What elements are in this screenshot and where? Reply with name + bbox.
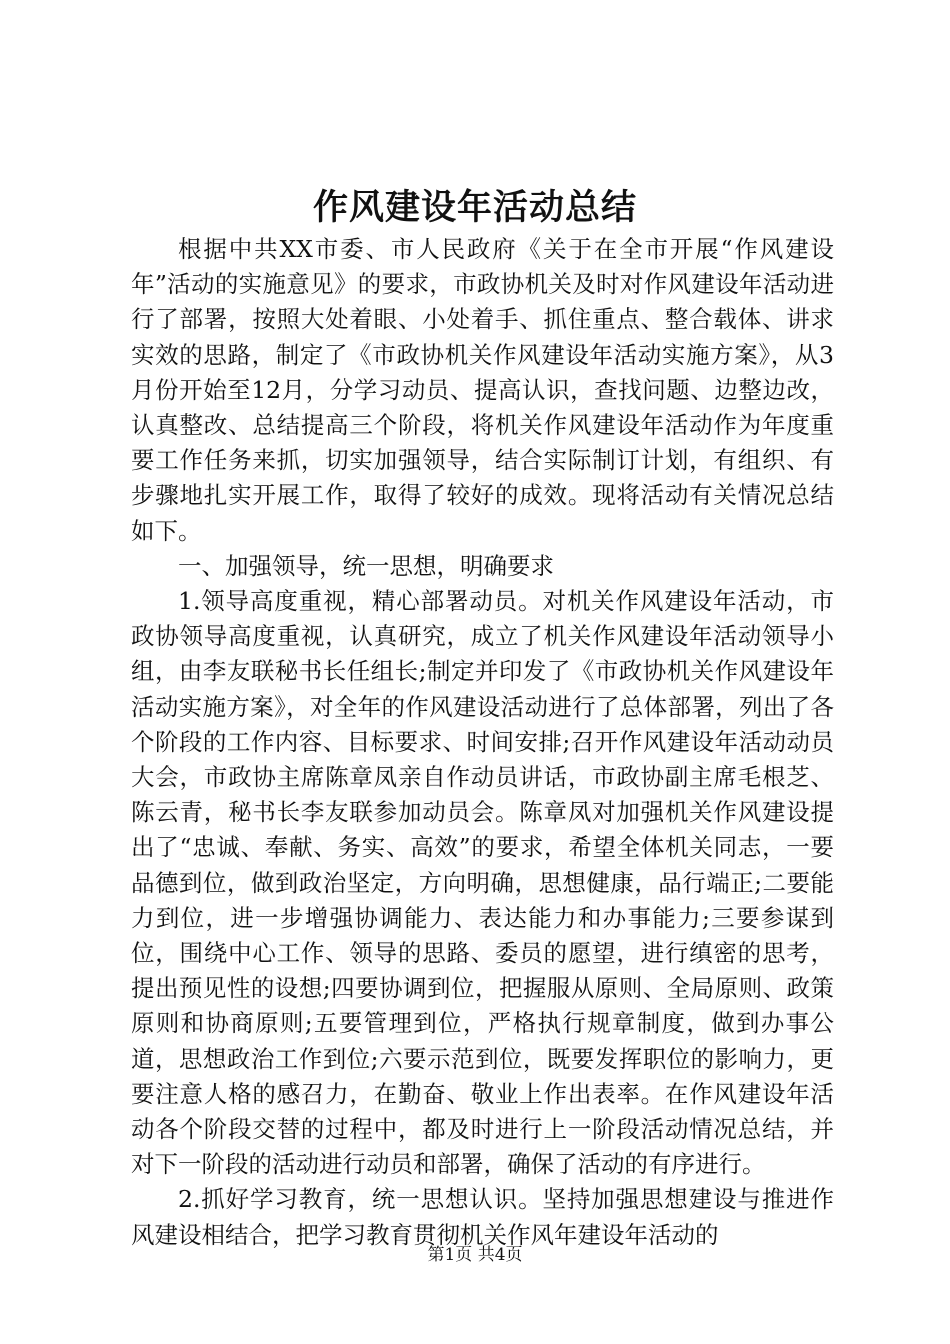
item-paragraph-2: 2.抓好学习教育，统一思想认识。坚持加强思想建设与推进作风建设相结合，把学习教育贯彻机关作风年建设年活动的 (131, 1185, 834, 1249)
section-heading-1: 一、加强领导，统一思想，明确要求 (178, 551, 554, 580)
item-paragraph-1: 1.领导高度重视，精心部署动员。对机关作风建设年活动，市政协领导高度重视，认真研究，成立了机关作风建设年活动领导小组，由李友联秘书长任组长;制定并印发了《市政协机关作风建设年活动实施方案》，对全年的作风建设活动进行了总体部署，列出了各个阶段的工作内容、目标要求、时间安排;召开作风建设年活动动员大会，市政协主席陈章凤亲自作动员讲话，市政协副主席毛根芝、陈云青，秘书长李友联参加动员会。陈章凤对加强机关作风建设提出了“忠诚、奉献、务实、高效”的要求，希望全体机关同志，一要品德到位，做到政治坚定，方向明确，思想健康，品行端正;二要能力到位，进一步增强协调能力、表达能力和办事能力;三要参谋到位，围绕中心工作、领导的思路、委员的愿望，进行缜密的思考，提出预见性的设想;四要协调到位，把握服从原则、全局原则、政策原则和协商原则;五要管理到位，严格执行规章制度，做到办事公道，思想政治工作到位;六要示范到位，既要发挥职位的影响力，更要注意人格的感召力，在勤奋、敬业上作出表率。在作风建设年活动各个阶段交替的过程中，都及时进行上一阶段活动情况总结，并对下一阶段的活动进行动员和部署，确保了活动的有序进行。 (131, 587, 834, 1179)
document-body (131, 232, 834, 1253)
intro-paragraph: 根据中共XX市委、市人民政府《关于在全市开展“作风建设年”活动的实施意见》的要求，市政协机关及时对作风建设年活动进行了部署，按照大处着眼、小处着手、抓住重点、整合载体、讲求实效的思路，制定了《市政协机关作风建设年活动实施方案》，从3月份开始至12月，分学习动员、提高认识，查找问题、边整边改，认真整改、总结提高三个阶段，将机关作风建设年活动作为年度重要工作任务来抓，切实加强领导，结合实际制订计划，有组织、有步骤地扎实开展工作，取得了较好的成效。现将活动有关情况总结如下。 (131, 235, 834, 545)
document-title: 作风建设年活动总结 (312, 187, 637, 228)
page-footer: 第1页 共4页 (427, 1245, 523, 1265)
